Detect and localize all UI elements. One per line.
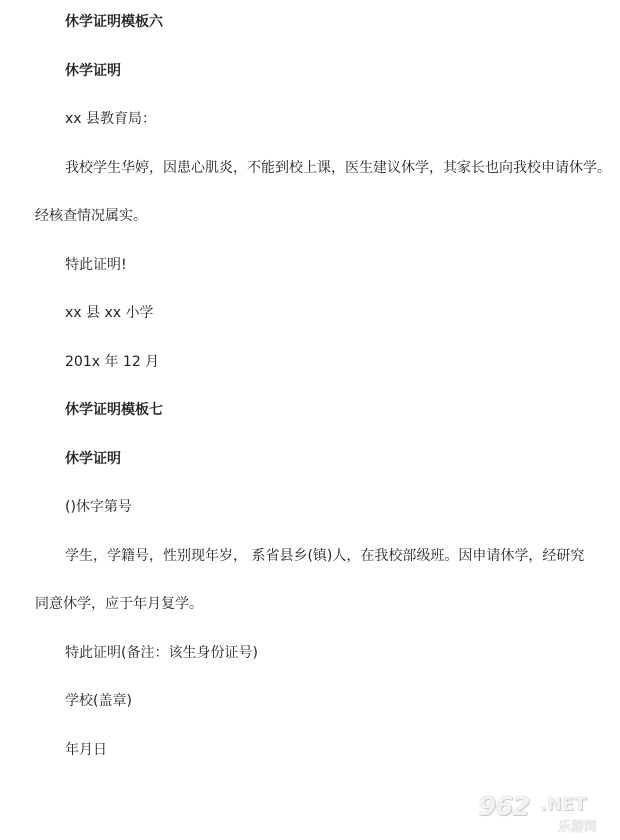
watermark-site-name: 乐游网 <box>558 820 598 835</box>
body-paragraph-line: 学生，学籍号，性别现年岁， 系省县乡(镇)人，在我校部级班。因申请休学，经研究 <box>65 548 585 564</box>
date-line: 年月日 <box>65 742 107 758</box>
certification-statement: 特此证明! <box>65 257 127 273</box>
watermark-domain: .NET <box>540 794 587 815</box>
body-paragraph-line: 我校学生华婷，因患心肌炎，不能到校上课，医生建议休学，其家长也向我校申请休学。 <box>65 160 611 176</box>
watermark-logo: 962 <box>478 792 530 822</box>
template-six-heading: 休学证明模板六 <box>65 14 163 30</box>
body-paragraph-continuation: 同意休学，应于年月复学。 <box>35 596 203 612</box>
certificate-title: 休学证明 <box>65 63 121 79</box>
issue-date: 201x 年 12 月 <box>65 354 160 370</box>
school-seal-line: 学校(盖章) <box>65 693 132 709</box>
body-paragraph-continuation: 经核查情况属实。 <box>35 208 147 224</box>
site-watermark <box>478 786 618 836</box>
recipient-line: xx 县教育局： <box>65 111 157 127</box>
certificate-title: 休学证明 <box>65 451 121 467</box>
certification-statement: 特此证明(备注：该生身份证号) <box>65 645 258 661</box>
document-number: ()休字第号 <box>65 499 132 515</box>
issuer-school: xx 县 xx 小学 <box>65 305 154 321</box>
template-seven-heading: 休学证明模板七 <box>65 402 163 418</box>
